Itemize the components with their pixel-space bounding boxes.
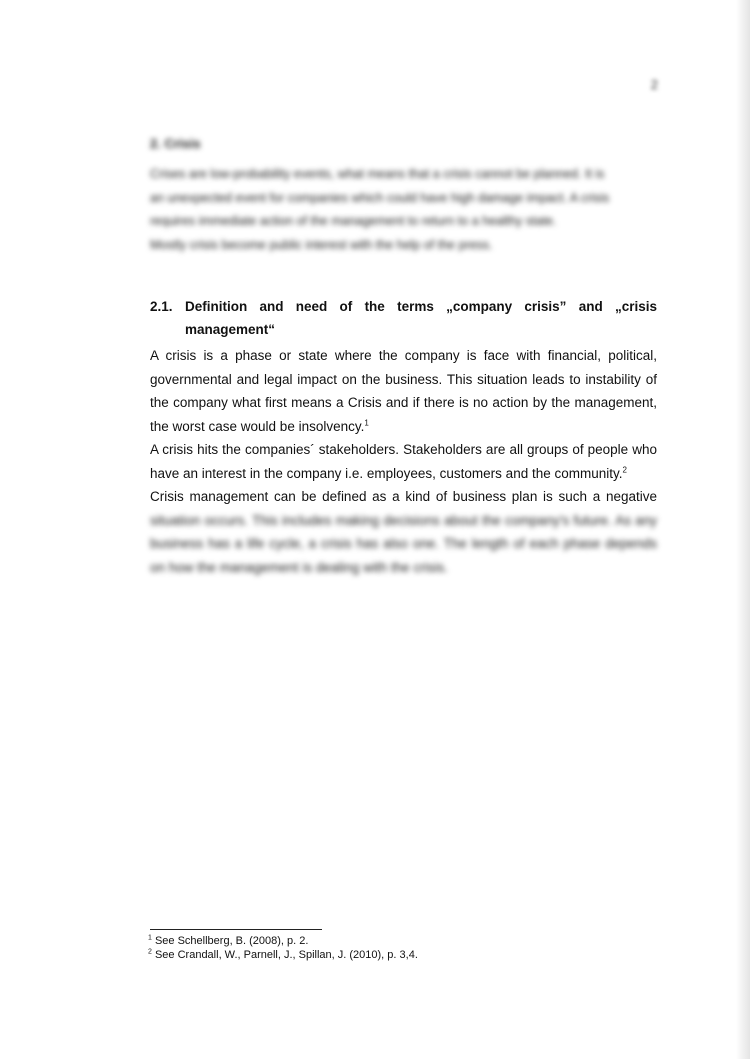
paragraph (150, 485, 657, 579)
footnote (148, 948, 418, 962)
footnote-separator (150, 929, 322, 930)
footnote-ref: 2 (622, 465, 627, 474)
intro-line: an unexpected event for companies which could have high damage impact. A crisis (150, 190, 610, 205)
paragraph-text: Crisis management can be defined as a kind of business plan is such a negative (150, 489, 657, 504)
paragraph (150, 344, 657, 438)
subsection-heading (150, 295, 657, 341)
footnotes (148, 934, 418, 962)
paragraph (150, 438, 657, 485)
paragraph-blurred-text: situation occurs. This includes making decisions about the company's future. As any business has a life cycle, a crisis has also one. The length of each phase depends on how the management is dealing with the crisis. (150, 512, 657, 575)
section-title: 2. Crisis (150, 136, 201, 151)
intro-line: Mostly crisis become public interest with the help of the press. (150, 237, 493, 252)
section-intro (150, 163, 657, 257)
subsection-body (150, 344, 657, 579)
subsection-title: Definition and need of the terms „company crisis” and „crisis management“ (185, 299, 657, 337)
paragraph-text: A crisis hits the companies´ stakeholders. Stakeholders are all groups of people who have an interest in the company i.e. employees, customers and the community. (150, 442, 657, 481)
intro-line: requires immediate action of the management to return to a healthy state. (150, 214, 557, 228)
paragraph-text: A crisis is a phase or state where the company is face with financial, political, governmental and legal impact on the business. This situation leads to instability of the company what first means a Crisis and if there is no action by the management, the worst case would be insolvency. (150, 348, 657, 434)
intro-line: Crises are low-probability events, what means that a crisis cannot be planned. It is (150, 167, 605, 181)
footnote-number: 1 (148, 934, 152, 942)
footnote-ref: 1 (364, 418, 369, 427)
footnote-text: See Schellberg, B. (2008), p. 2. (154, 935, 309, 947)
footnote (148, 934, 418, 948)
page-number: 2 (650, 77, 658, 92)
footnote-text: See Crandall, W., Parnell, J., Spillan, J. (2010), p. 3,4. (154, 949, 418, 961)
page-edge-shadow (736, 0, 750, 1059)
footnote-number: 2 (148, 948, 152, 956)
subsection-number: 2.1. (150, 299, 173, 314)
